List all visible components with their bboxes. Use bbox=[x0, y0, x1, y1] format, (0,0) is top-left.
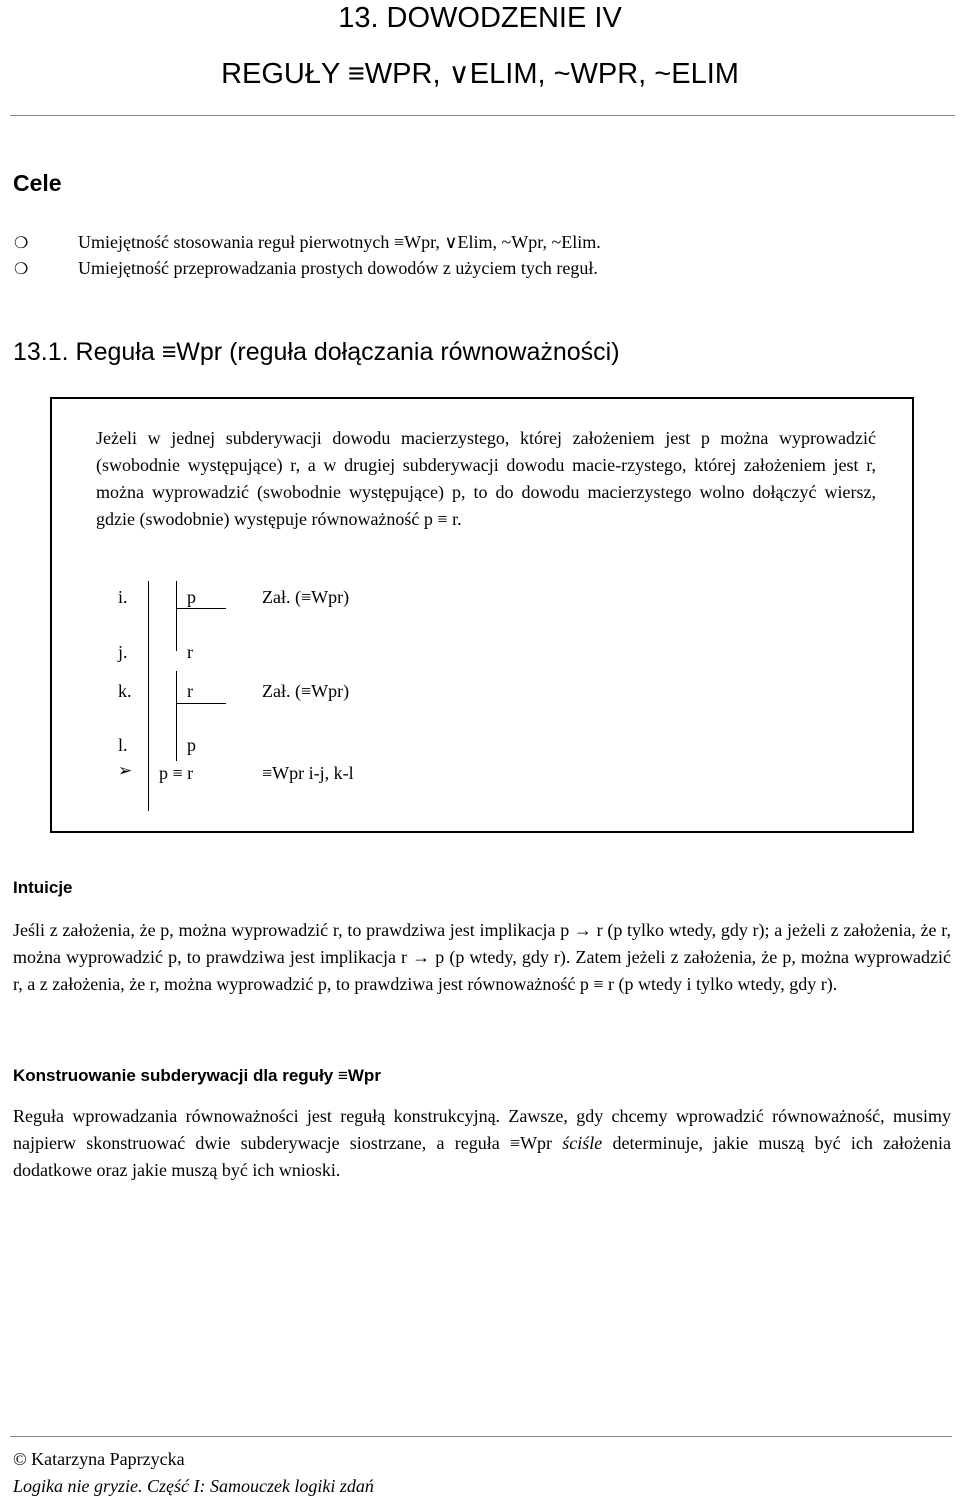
line-formula: r bbox=[187, 642, 193, 662]
line-formula: p bbox=[187, 587, 196, 607]
main-proof-bar bbox=[148, 581, 149, 811]
page-title-line2: REGUŁY ≡WPR, ∨ELIM, ~WPR, ~ELIM bbox=[221, 58, 739, 90]
line-formula: r bbox=[187, 681, 193, 701]
construction-text-part: determinuje, jakie muszą być ich założenia dodatkowe oraz jakie muszą być ich wnioski. bbox=[13, 1133, 951, 1180]
line-formula: p ≡ r bbox=[159, 763, 194, 783]
goal-text: Umiejętność stosowania reguł pierwotnych ≡Wpr, ∨Elim, ~Wpr, ~Elim. bbox=[78, 232, 601, 252]
goals-heading: Cele bbox=[13, 170, 62, 196]
rule-box bbox=[50, 397, 914, 833]
footer-divider bbox=[10, 1436, 952, 1437]
bullet-icon: ❍ bbox=[14, 259, 29, 278]
line-justification: Zał. (≡Wpr) bbox=[262, 587, 350, 607]
intuitions-heading: Intuicje bbox=[13, 878, 73, 897]
title-divider bbox=[10, 115, 955, 116]
goal-item bbox=[14, 230, 601, 255]
line-formula: p bbox=[187, 735, 196, 755]
line-justification: Zał. (≡Wpr) bbox=[262, 681, 350, 701]
assumption-line-1 bbox=[176, 608, 226, 609]
line-justification: ≡Wpr i-j, k-l bbox=[262, 763, 354, 783]
line-number: l. bbox=[118, 735, 128, 755]
rule-definition: Jeżeli w jednej subderywacji dowodu macierzystego, której założeniem jest p można wyprowadzić (swobodnie występujące) r, a w drugiej subderywacji dowodu macie-rzystego, której założeniem jest r, można wyprowadzić (swobodnie występujące) p, to do dowodu macierzystego wolno dołączyć wiersz, gdzie (swodobnie) występuje równoważność p ≡ r. bbox=[96, 428, 876, 529]
construction-heading: Konstruowanie subderywacji dla reguły ≡Wpr bbox=[13, 1066, 381, 1085]
line-number: j. bbox=[118, 642, 128, 662]
conclusion-arrow-icon: ➢ bbox=[118, 761, 133, 781]
page-title-line1: 13. DOWODZENIE IV bbox=[338, 2, 622, 34]
construction-text bbox=[13, 1103, 951, 1184]
assumption-line-2 bbox=[176, 703, 226, 704]
construction-text-part: Reguła wprowadzania równoważności jest regułą konstrukcyjną. Zawsze, gdy chcemy wprowadzić równoważność, musimy najpierw skonstruować dwie subderywacje siostrzane, a reguła ≡Wpr bbox=[13, 1106, 951, 1153]
footer-book-title: Logika nie gryzie. Część I: Samouczek logiki zdań bbox=[13, 1476, 374, 1496]
subproof-bar-2 bbox=[176, 671, 177, 761]
line-number: i. bbox=[118, 587, 128, 607]
footer-author: © Katarzyna Paprzycka bbox=[13, 1449, 185, 1469]
goal-text: Umiejętność przeprowadzania prostych dowodów z użyciem tych reguł. bbox=[78, 258, 598, 278]
line-number: k. bbox=[118, 681, 132, 701]
subproof-bar-1 bbox=[176, 581, 177, 651]
construction-emphasis: ściśle bbox=[562, 1133, 603, 1153]
goal-item bbox=[14, 256, 598, 281]
section-title: 13.1. Reguła ≡Wpr (reguła dołączania równoważności) bbox=[13, 338, 620, 366]
bullet-icon: ❍ bbox=[14, 233, 29, 252]
intuitions-text: Jeśli z założenia, że p, można wyprowadzić r, to prawdziwa jest implikacja p → r (p tylko wtedy, gdy r); a jeżeli z założenia, że r, można wyprowadzić p, to prawdziwa jest implikacja r → p (p wtedy, gdy r). Zatem jeżeli z założenia, że p, można wyprowadzić r, a z założenia, że r, można wyprowadzić p, to prawdziwa jest równoważność p ≡ r (p wtedy i tylko wtedy, gdy r). bbox=[13, 920, 951, 994]
